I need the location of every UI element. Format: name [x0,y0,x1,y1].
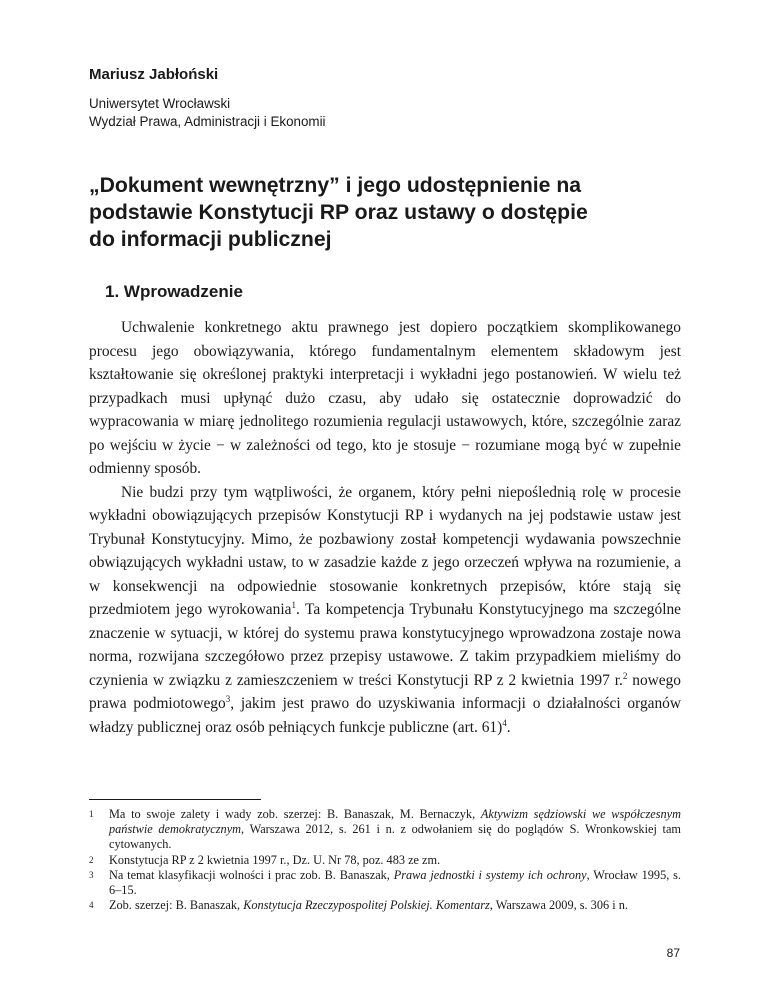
footnote-number: 4 [89,900,94,911]
article-title [89,172,709,253]
footnote-ref: 3 [225,693,231,704]
footnote-number: 2 [89,854,94,865]
paragraph [89,316,681,481]
paragraph-text: , jakim jest prawo do uzyskiwania informacji o działalności organów władzy publicznej oraz osób pełniących funkcje publiczne (art. 61) [89,695,681,736]
section-heading: 1. Wprowadzenie [105,282,243,301]
affiliation-faculty: Wydział Prawa, Administracji i Ekonomii [89,114,326,129]
body-text [89,316,681,739]
footnote-text: Na temat klasyfikacji wolności i prac zob. B. Banaszak, [109,867,394,882]
footnote [89,853,681,868]
footnote-number: 3 [89,869,94,880]
footnotes [89,807,681,913]
paragraph-text: Uchwalenie konkretnego aktu prawnego jest dopiero początkiem skomplikowanego procesu jego obowiązywania, którego fundamentalnym elementem składowym jest kształtowanie się określonej praktyki interpretacji i wykładni jego postanowień. W wielu też przypadkach musi upłynąć dużo czasu, aby udało się ostatecznie doprowadzić do wypracowania w miarę jednolitego rozumienia regulacji ustawowych, które, szczególnie zaraz po wejściu w życie − w zależności od tego, kto je stosuje − rozumiane mogą być w zupełnie odmienny sposób. [89,319,681,477]
affiliation [89,95,326,131]
footnote-ref: 1 [291,599,296,610]
footnote-divider [89,799,261,800]
paragraph-text: . [506,718,511,736]
page-number: 87 [666,946,680,960]
footnote-text: Zob. szerzej: B. Banaszak, [109,898,244,913]
title-line: „Dokument wewnętrzny” i jego udostępnienie na [89,174,582,197]
footnote-citation-title: Prawa jednostki i systemy ich ochrony [393,867,587,882]
affiliation-university: Uniwersytet Wrocławski [89,96,231,111]
paragraph-text: Nie budzi przy tym wątpliwości, że organem, który pełni niepoślednią rolę w procesie wykładni obowiązujących przepisów Konstytucji RP i wydanych na jej podstawie ustaw jest Trybunał Konstytucyjny. Mimo, że pozbawiony został kompetencji wydawania powszechnie obwiązujących wykładni ustaw, to w zasadzie każde z jego orzeczeń wpływa na rozumienie, a w konsekwencji na odpowiednie stosowanie konkretnych przepisów, które stają się przedmiotem jego wyrokowania [89,483,681,618]
footnote-text: Konstytucja RP z 2 kwietnia 1997 r., Dz. U. Nr 78, poz. 483 ze zm. [109,852,441,867]
paragraph [89,481,681,740]
title-line: podstawie Konstytucji RP oraz ustawy o dostępie [89,201,588,224]
footnote [89,868,681,898]
footnote-text: , Wrocław 1995, s. 6–15. [109,867,681,898]
footnote-text: Ma to swoje zalety i wady zob. szerzej: B. Banaszak, M. Bernaczyk, [109,807,481,821]
footnote-citation-title: Aktywizm sędziowski we współczesnym państwie demokratycznym [109,807,681,837]
footnote-text: , Warszawa 2009, s. 306 i n. [489,898,628,913]
paragraph-text: . Ta kompetencja Trybunału Konstytucyjnego ma szczególne znaczenie w sytuacji, w której do systemu prawa konstytucyjnego wprowadzona zostaje nowa norma, rozwijana szczegółowo przez przepisy ustawowe. Z takim przypadkiem mieliśmy do czynienia w związku z zamieszczeniem w treści Konstytucji RP z 2 kwietnia 1997 r. [89,601,681,689]
title-line: do informacji publicznej [89,228,332,251]
footnote-text: , Warszawa 2012, s. 261 i n. z odwołaniem się do poglądów S. Wronkowskiej tam cytowanych. [109,822,681,852]
footnote-ref: 4 [502,717,507,728]
author-name: Mariusz Jabłoński [89,66,219,83]
footnote-number: 1 [89,809,94,819]
footnote [89,898,681,913]
footnote [89,807,681,853]
footnote-citation-title: Konstytucja Rzeczypospolitej Polskiej. Komentarz [243,898,490,913]
paragraph-text: nowego prawa podmiotowego [89,671,682,712]
footnote-ref: 2 [622,670,628,681]
